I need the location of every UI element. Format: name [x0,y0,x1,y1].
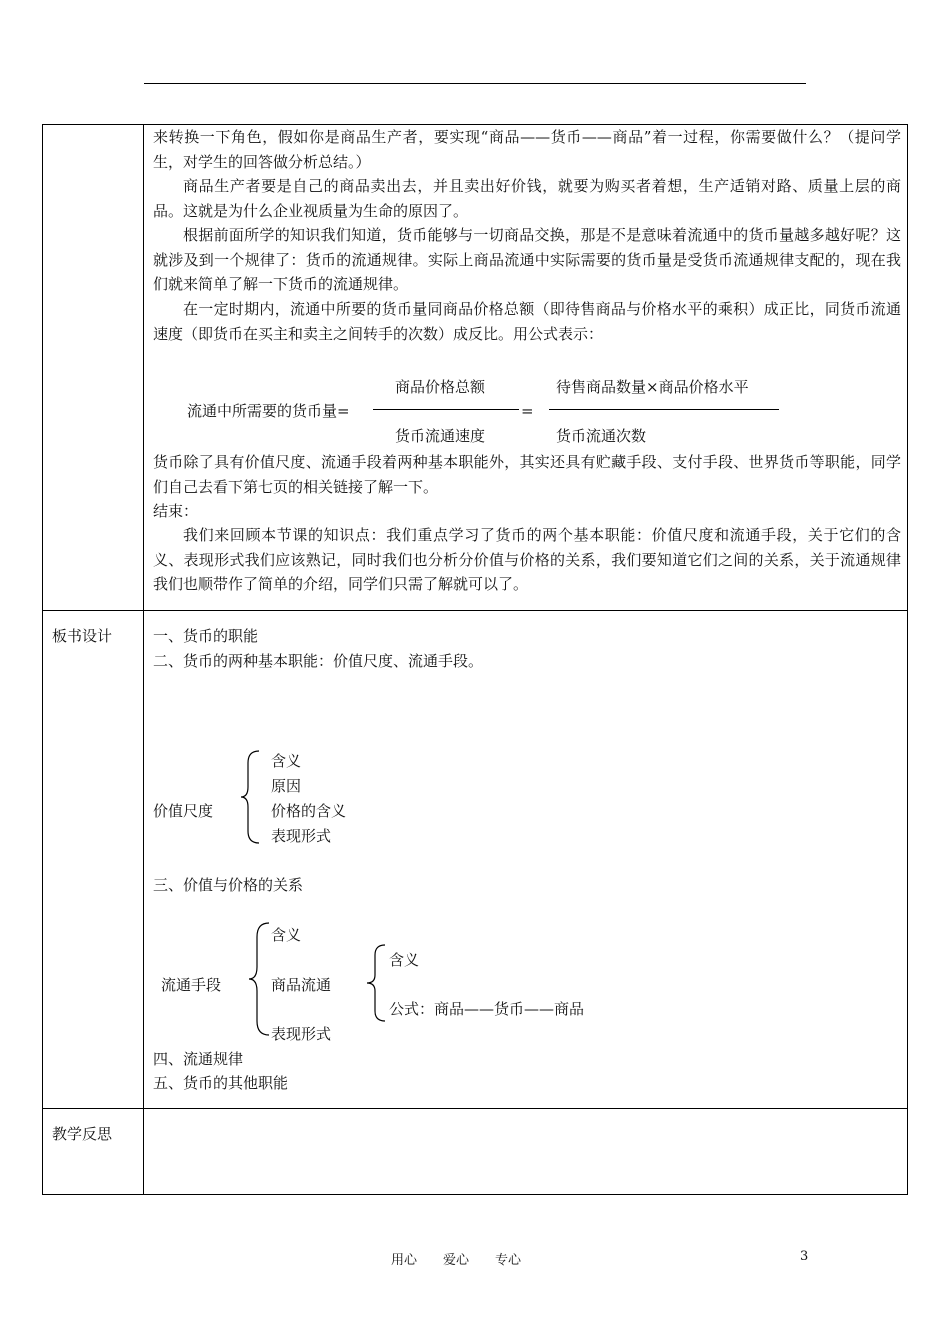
outline-item: 表现形式 [271,1025,332,1043]
lesson-paragraph: 我们来回顾本节课的知识点：我们重点学习了货币的两个基本职能：价值尺度和流通手段，关于它们的含义、表现形式我们应该熟记，同时我们也分析分价值与价格的关系，我们要知道它们之间的关系，关于流通规律我们也顺带作了简单的介绍，同学们只需了解就可以了。 [153,526,901,593]
lesson-paragraph: 来转换一下角色，假如你是商品生产者，要实现“商品——货币——商品”着一过程，你需要做什么？（提问学生，对学生的回答做分析总结。） [153,128,901,171]
board-line: 四、流通规律 [153,1050,244,1068]
brace-icon [365,943,391,1023]
row-divider [43,610,907,611]
board-line: 五、货币的其他职能 [153,1074,289,1092]
board-line: 三、价值与价格的关系 [153,876,304,894]
outline-item: 含义 [271,926,302,944]
formula-denominator: 货币流通次数 [556,427,647,445]
brace-icon [247,921,273,1037]
page-number: 3 [800,1249,809,1264]
formula-lhs: 流通中所需要的货币量= [187,402,350,420]
formula-equals: = [521,402,534,420]
fraction-bar [373,409,519,410]
fraction-bar [549,409,779,410]
reflection-label: 教学反思 [52,1125,113,1143]
board-line: 二、货币的两种基本职能：价值尺度、流通手段。 [153,652,484,670]
outline-title: 价值尺度 [153,802,214,820]
footer-motto: 用心 爱心 专心 [391,1253,522,1268]
outline-item: 原因 [271,777,302,795]
outline-item: 含义 [271,752,302,770]
lesson-table [42,124,908,1195]
formula-numerator: 待售商品数量×商品价格水平 [556,378,749,396]
board-line: 一、货币的职能 [153,627,259,645]
lesson-paragraph: 在一定时期内，流通中所要的货币量同商品价格总额（即待售商品与价格水平的乘积）成正比，同货币流通速度（即货币在买主和卖主之间转手的次数）成反比。用公式表示： [153,300,901,343]
outline-subitem: 公式：商品——货币——商品 [389,1000,585,1018]
outline-item: 商品流通 [271,976,332,994]
lesson-paragraph: 根据前面所学的知识我们知道，货币能够与一切商品交换，那是不是意味着流通中的货币量越多越好呢？这就涉及到一个规律了：货币的流通规律。实际上商品流通中实际需要的货币量是受货币流通规律支配的，现在我们就来简单了解一下货币的流通规律。 [153,226,901,293]
end-label: 结束： [153,502,199,520]
header-rule [144,83,806,84]
formula-denominator: 货币流通速度 [395,427,486,445]
brace-icon [239,749,265,845]
formula-numerator: 商品价格总额 [395,378,486,396]
outline-item: 价格的含义 [271,802,347,820]
outline-title: 流通手段 [161,976,222,994]
lesson-paragraph: 货币除了具有价值尺度、流通手段着两种基本职能外，其实还具有贮藏手段、支付手段、世界货币等职能，同学们自己去看下第七页的相关链接了解一下。 [153,453,901,496]
outline-item: 表现形式 [271,827,332,845]
board-design-label: 板书设计 [52,627,113,645]
outline-subitem: 含义 [389,951,420,969]
lesson-paragraph: 商品生产者要是自己的商品卖出去，并且卖出好价钱，就要为购买者着想，生产适销对路、质量上层的商品。这就是为什么企业视质量为生命的原因了。 [153,177,901,220]
column-divider [143,125,144,1194]
row-divider [43,1108,907,1109]
